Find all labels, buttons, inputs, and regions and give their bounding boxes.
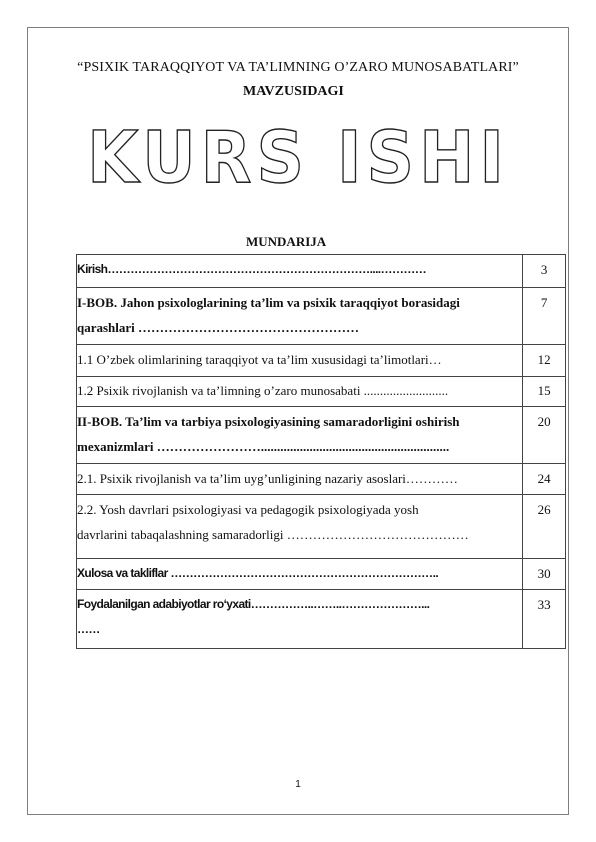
toc-entry: Xulosa va takliflar …………………………………………………………….. xyxy=(77,559,523,590)
toc-entry: 2.1. Psixik rivojlanish va ta’lim uyg’unligining nazariy asoslari………… xyxy=(77,464,523,495)
toc-entry: 2.2. Yosh davrlari psixologiyasi va pedagogik psixologiyada yosh davrlarini tabaqalashning samaradorligi …………………………………… xyxy=(77,495,523,559)
toc-page: 20 xyxy=(523,407,566,464)
toc-page: 33 xyxy=(523,590,566,649)
toc-table xyxy=(76,254,566,649)
toc-page: 30 xyxy=(523,559,566,590)
toc-row xyxy=(77,464,566,495)
document-subtitle: MAVZUSIDAGI xyxy=(243,84,344,99)
toc-row xyxy=(77,255,566,288)
toc-row xyxy=(77,407,566,464)
toc-page: 26 xyxy=(523,495,566,559)
toc-row xyxy=(77,590,566,649)
toc-page: 24 xyxy=(523,464,566,495)
toc-row xyxy=(77,495,566,559)
toc-row xyxy=(77,559,566,590)
toc-page: 3 xyxy=(523,255,566,288)
toc-entry: 1.2 Psixik rivojlanish va ta’limning o’zaro munosabati .......................... xyxy=(77,377,523,407)
toc-entry: 1.1 O’zbek olimlarining taraqqiyot va ta’lim xususidagi ta’limotlari… xyxy=(77,345,523,377)
toc-page: 7 xyxy=(523,288,566,345)
toc-entry: Kirish……………………………………………………………....………… xyxy=(77,255,523,288)
toc-entry: II-BOB. Ta’lim va tarbiya psixologiyasining samaradorligini oshirish mexanizmlari …………………….......................................................... xyxy=(77,407,523,464)
work-type-heading: KURS ISHI xyxy=(87,115,509,200)
page-number: 1 xyxy=(295,779,301,790)
toc-row xyxy=(77,288,566,345)
document-topic: “PSIXIK TARAQQIYOT VA TA’LIMNING O’ZARO MUNOSABATLARI” xyxy=(77,60,519,75)
toc-row xyxy=(77,345,566,377)
toc-page: 15 xyxy=(523,377,566,407)
toc-entry: Foydalanilgan adabiyotlar ro‘yxati……………..……..…………………... …… xyxy=(77,590,523,649)
toc-entry: I-BOB. Jahon psixologlarining ta’lim va psixik taraqqiyot borasidagi qarashlari …………………………………………… xyxy=(77,288,523,345)
toc-title: MUNDARIJA xyxy=(246,234,327,249)
toc-row xyxy=(77,377,566,407)
toc-page: 12 xyxy=(523,345,566,377)
